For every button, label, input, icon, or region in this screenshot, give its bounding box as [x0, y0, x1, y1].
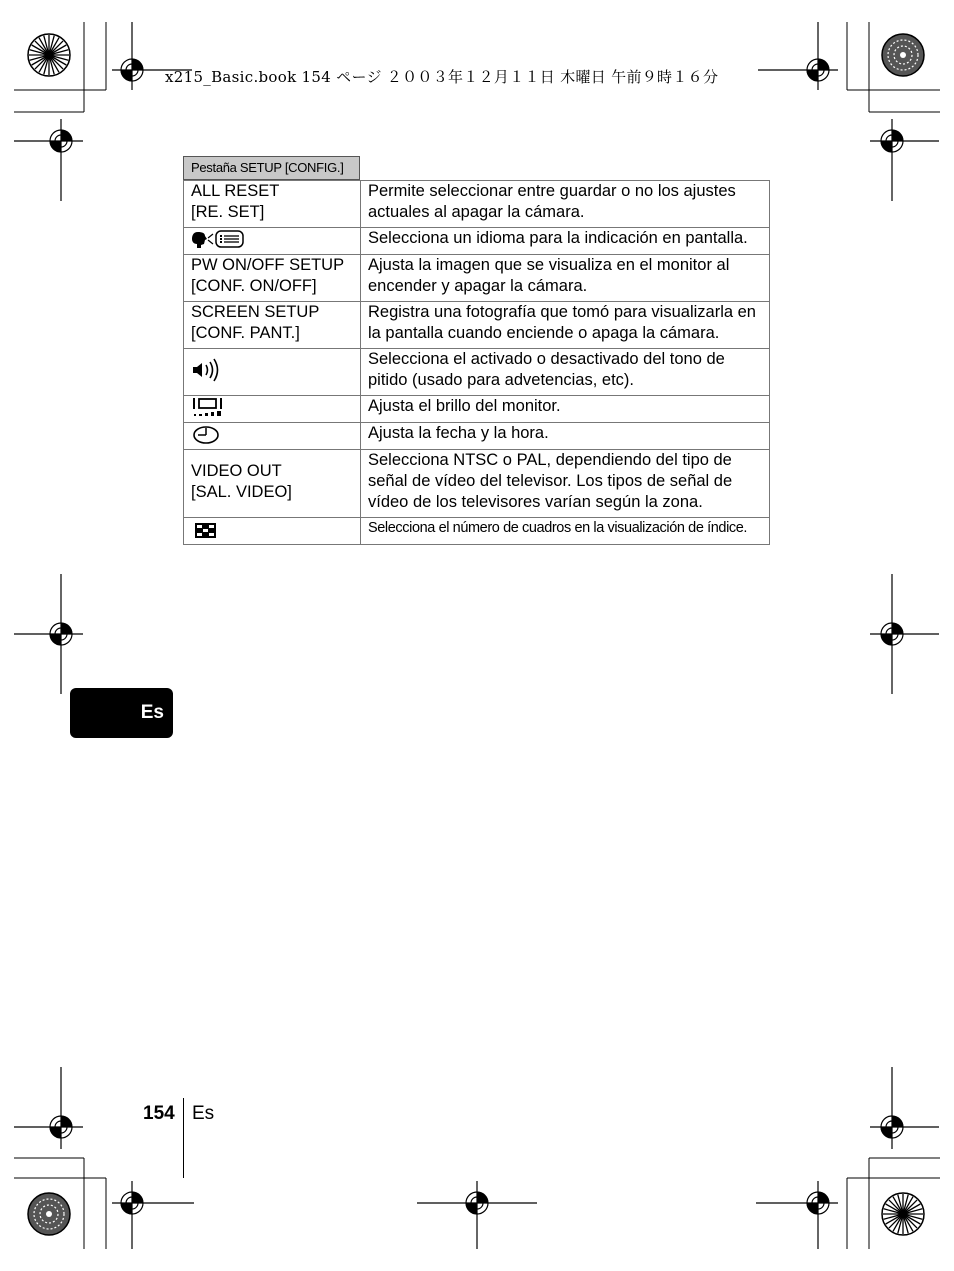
setting-description: Ajusta el brillo del monitor.	[361, 396, 770, 423]
setting-description: Permite seleccionar entre guardar o no los ajustes actuales al apagar la cámara.	[361, 181, 770, 228]
clock-icon	[191, 423, 354, 445]
table-row	[184, 349, 770, 396]
setting-name	[184, 450, 361, 518]
language-speech-icon	[191, 228, 354, 250]
setup-tab-label: Pestaña SETUP [CONFIG.]	[183, 156, 360, 180]
setting-icon-cell	[184, 349, 361, 396]
setting-icon-cell	[184, 423, 361, 450]
beep-speaker-icon	[191, 358, 354, 382]
table-row	[184, 181, 770, 228]
language-side-tab: Es	[70, 688, 173, 738]
table-row	[184, 302, 770, 349]
setting-name	[184, 302, 361, 349]
setting-description: Selecciona NTSC o PAL, dependiendo del tipo de señal de vídeo del televisor. Los tipos de señal de vídeo de los televisores varían según la zona.	[361, 450, 770, 518]
table-row	[184, 450, 770, 518]
setting-description: Selecciona el número de cuadros en la visualización de índice.	[361, 518, 770, 545]
page-number: 154	[143, 1103, 175, 1124]
setting-sub-label: [SAL. VIDEO]	[191, 482, 292, 501]
setting-icon-cell	[184, 518, 361, 545]
table-row	[184, 228, 770, 255]
index-grid-icon	[191, 518, 354, 540]
setup-settings-table	[183, 180, 770, 545]
setting-label: SCREEN SETUP	[191, 303, 320, 321]
setting-sub-label: [RE. SET]	[191, 203, 265, 221]
setting-description: Ajusta la imagen que se visualiza en el monitor al encender y apagar la cámara.	[361, 255, 770, 302]
monitor-brightness-icon	[191, 396, 354, 418]
page-language: Es	[192, 1103, 215, 1124]
setting-description: Selecciona el activado o desactivado del tono de pitido (usado para advetencias, etc).	[361, 349, 770, 396]
setting-sub-label: [CONF. PANT.]	[191, 324, 300, 342]
setting-label: VIDEO OUT	[191, 461, 282, 480]
setting-description: Selecciona un idioma para la indicación en pantalla.	[361, 228, 770, 255]
table-row	[184, 518, 770, 545]
setting-sub-label: [CONF. ON/OFF]	[191, 277, 317, 295]
footer-divider	[183, 1098, 184, 1178]
setting-name	[184, 181, 361, 228]
table-row	[184, 255, 770, 302]
setting-icon-cell	[184, 396, 361, 423]
table-row	[184, 396, 770, 423]
setting-description: Registra una fotografía que tomó para visualizarla en la pantalla cuando enciende o apaga la cámara.	[361, 302, 770, 349]
setting-name	[184, 255, 361, 302]
setting-description: Ajusta la fecha y la hora.	[361, 423, 770, 450]
setting-label: ALL RESET	[191, 182, 280, 200]
setting-label: PW ON/OFF SETUP	[191, 256, 345, 274]
setting-icon-cell	[184, 228, 361, 255]
print-header-line: x215_Basic.book 154 ページ ２００３年１２月１１日 木曜日 午前９時１６分	[165, 68, 719, 86]
table-row	[184, 423, 770, 450]
